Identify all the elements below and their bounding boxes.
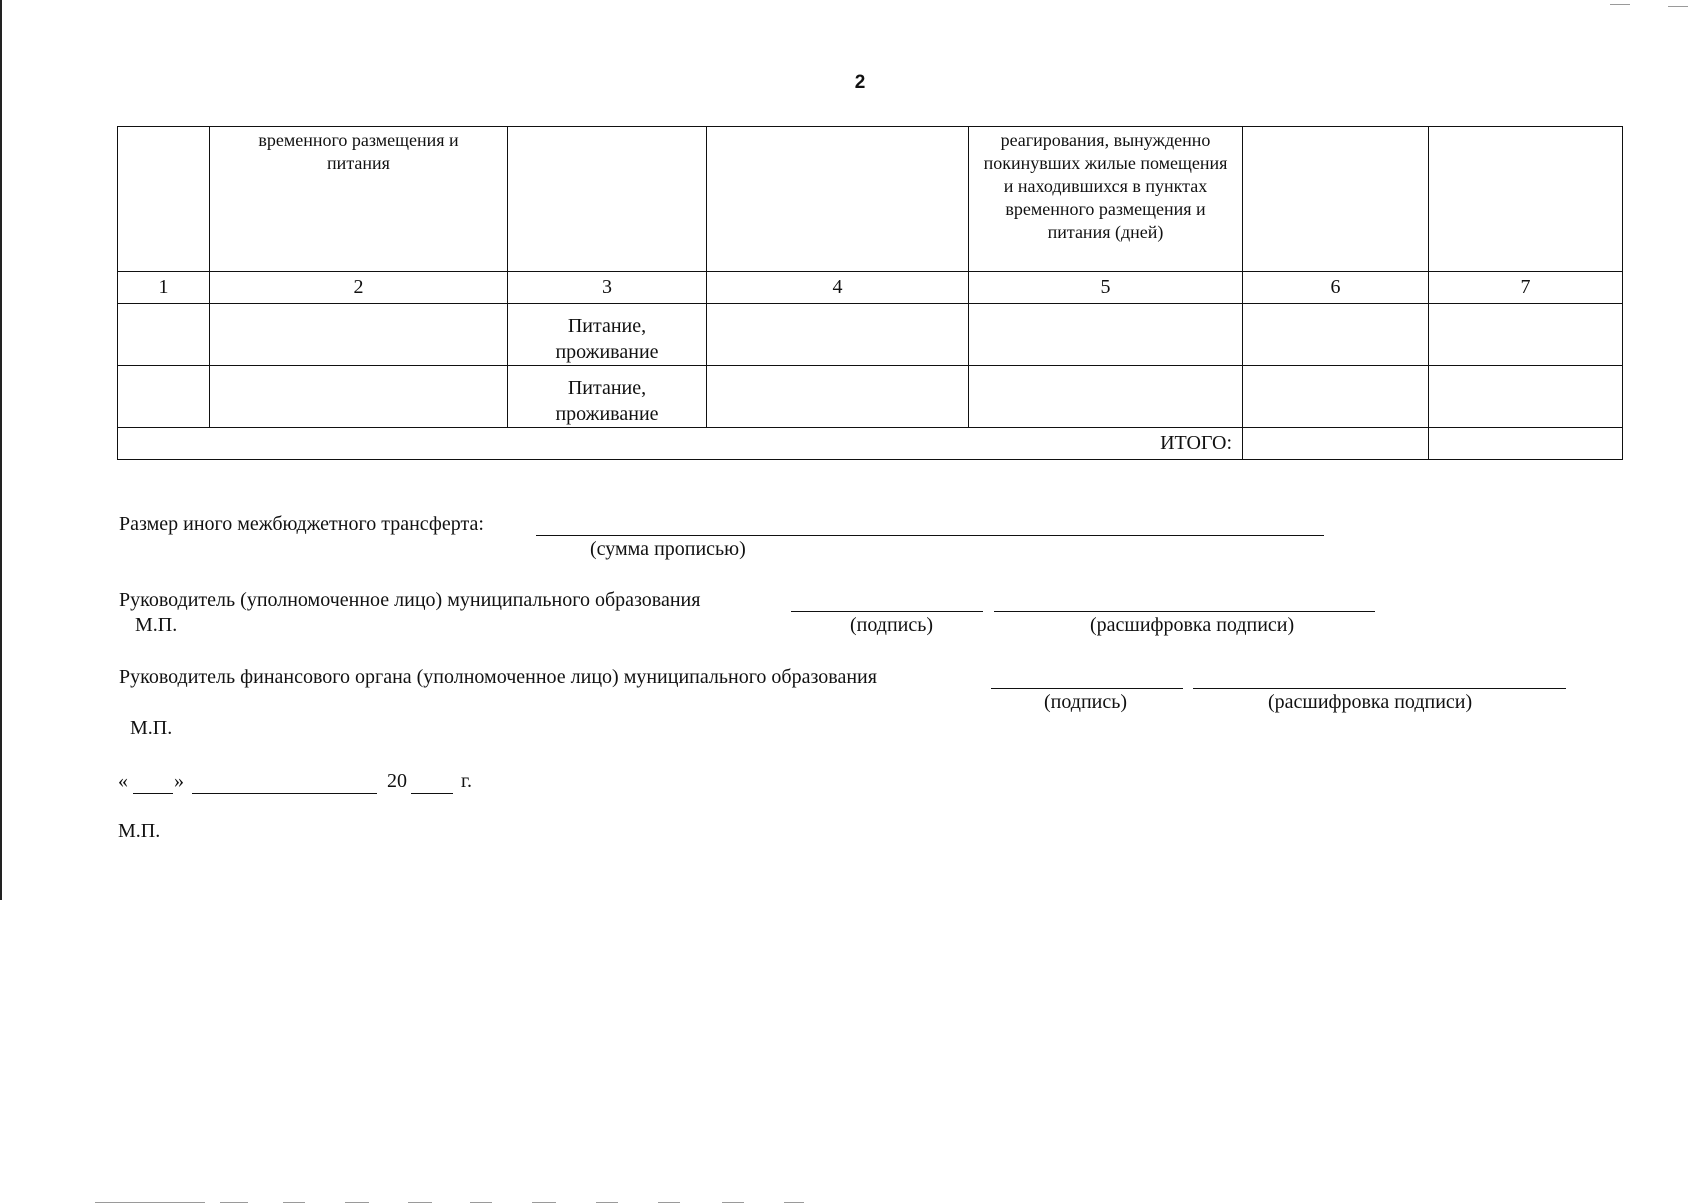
table-cell: Питание, проживание bbox=[508, 366, 707, 428]
head-mo-decoding-caption: (расшифровка подписи) bbox=[1090, 614, 1295, 636]
header-cell bbox=[118, 127, 210, 272]
table-row bbox=[118, 366, 1623, 428]
column-number: 1 bbox=[118, 272, 210, 304]
transfer-label: Размер иного межбюджетного трансферта: bbox=[119, 513, 484, 535]
head-mo-signature-caption: (подпись) bbox=[850, 614, 934, 636]
column-number: 3 bbox=[508, 272, 707, 304]
date-month-line[interactable] bbox=[192, 793, 377, 794]
head-finance-decoding-line[interactable] bbox=[1193, 688, 1566, 689]
date-year-prefix: 20 bbox=[387, 770, 407, 792]
total-value bbox=[1429, 428, 1623, 460]
header-cell bbox=[707, 127, 969, 272]
header-cell bbox=[1243, 127, 1429, 272]
column-numbers-row bbox=[118, 272, 1623, 304]
column-number: 2 bbox=[210, 272, 508, 304]
date-day-line[interactable] bbox=[133, 793, 173, 794]
table-cell bbox=[118, 304, 210, 366]
column-number: 4 bbox=[707, 272, 969, 304]
transfer-caption: (сумма прописью) bbox=[590, 538, 746, 560]
head-finance-signature-line[interactable] bbox=[991, 688, 1183, 689]
table-cell bbox=[210, 304, 508, 366]
header-cell bbox=[1429, 127, 1623, 272]
table-cell bbox=[210, 366, 508, 428]
scan-dash bbox=[1610, 4, 1630, 5]
column-number: 5 bbox=[969, 272, 1243, 304]
total-row bbox=[118, 428, 1623, 460]
table-cell bbox=[1243, 366, 1429, 428]
head-mo-signature-line[interactable] bbox=[791, 611, 983, 612]
table-row bbox=[118, 304, 1623, 366]
table-cell bbox=[1243, 304, 1429, 366]
final-stamp: М.П. bbox=[118, 820, 161, 842]
head-mo-label: Руководитель (уполномоченное лицо) муниципального образования bbox=[119, 589, 701, 611]
table-cell bbox=[969, 366, 1243, 428]
table-cell: Питание, проживание bbox=[508, 304, 707, 366]
allocation-table bbox=[117, 126, 1623, 460]
page-number: 2 bbox=[854, 72, 866, 93]
head-finance-signature-caption: (подпись) bbox=[1044, 691, 1128, 713]
scan-edge bbox=[0, 0, 2, 900]
column-number: 6 bbox=[1243, 272, 1429, 304]
table-cell bbox=[1429, 304, 1623, 366]
total-label: ИТОГО: bbox=[118, 428, 1243, 460]
date-year-line[interactable] bbox=[411, 793, 453, 794]
table-cell bbox=[118, 366, 210, 428]
table-cell bbox=[969, 304, 1243, 366]
column-number: 7 bbox=[1429, 272, 1623, 304]
date-open-quote: « bbox=[118, 770, 128, 792]
table-cell bbox=[707, 304, 969, 366]
scan-dash bbox=[1668, 6, 1688, 7]
date-close-quote: » bbox=[174, 770, 184, 792]
head-mo-stamp: М.П. bbox=[135, 614, 178, 636]
total-value bbox=[1243, 428, 1429, 460]
header-cell: реагирования, вынужденно покинувших жилые помещения и находившихся в пунктах временного размещения и питания (дней) bbox=[969, 127, 1243, 272]
table-header-continuation bbox=[118, 127, 1623, 272]
head-mo-decoding-line[interactable] bbox=[994, 611, 1375, 612]
table-cell bbox=[707, 366, 969, 428]
head-finance-stamp: М.П. bbox=[130, 717, 173, 739]
table-cell bbox=[1429, 366, 1623, 428]
date-year-suffix: г. bbox=[461, 770, 472, 792]
header-cell: временного размещения и питания bbox=[210, 127, 508, 272]
transfer-amount-line[interactable] bbox=[536, 535, 1324, 536]
header-cell bbox=[508, 127, 707, 272]
head-finance-decoding-caption: (расшифровка подписи) bbox=[1268, 691, 1473, 713]
head-finance-label: Руководитель финансового органа (уполномоченное лицо) муниципального образования bbox=[119, 666, 877, 688]
